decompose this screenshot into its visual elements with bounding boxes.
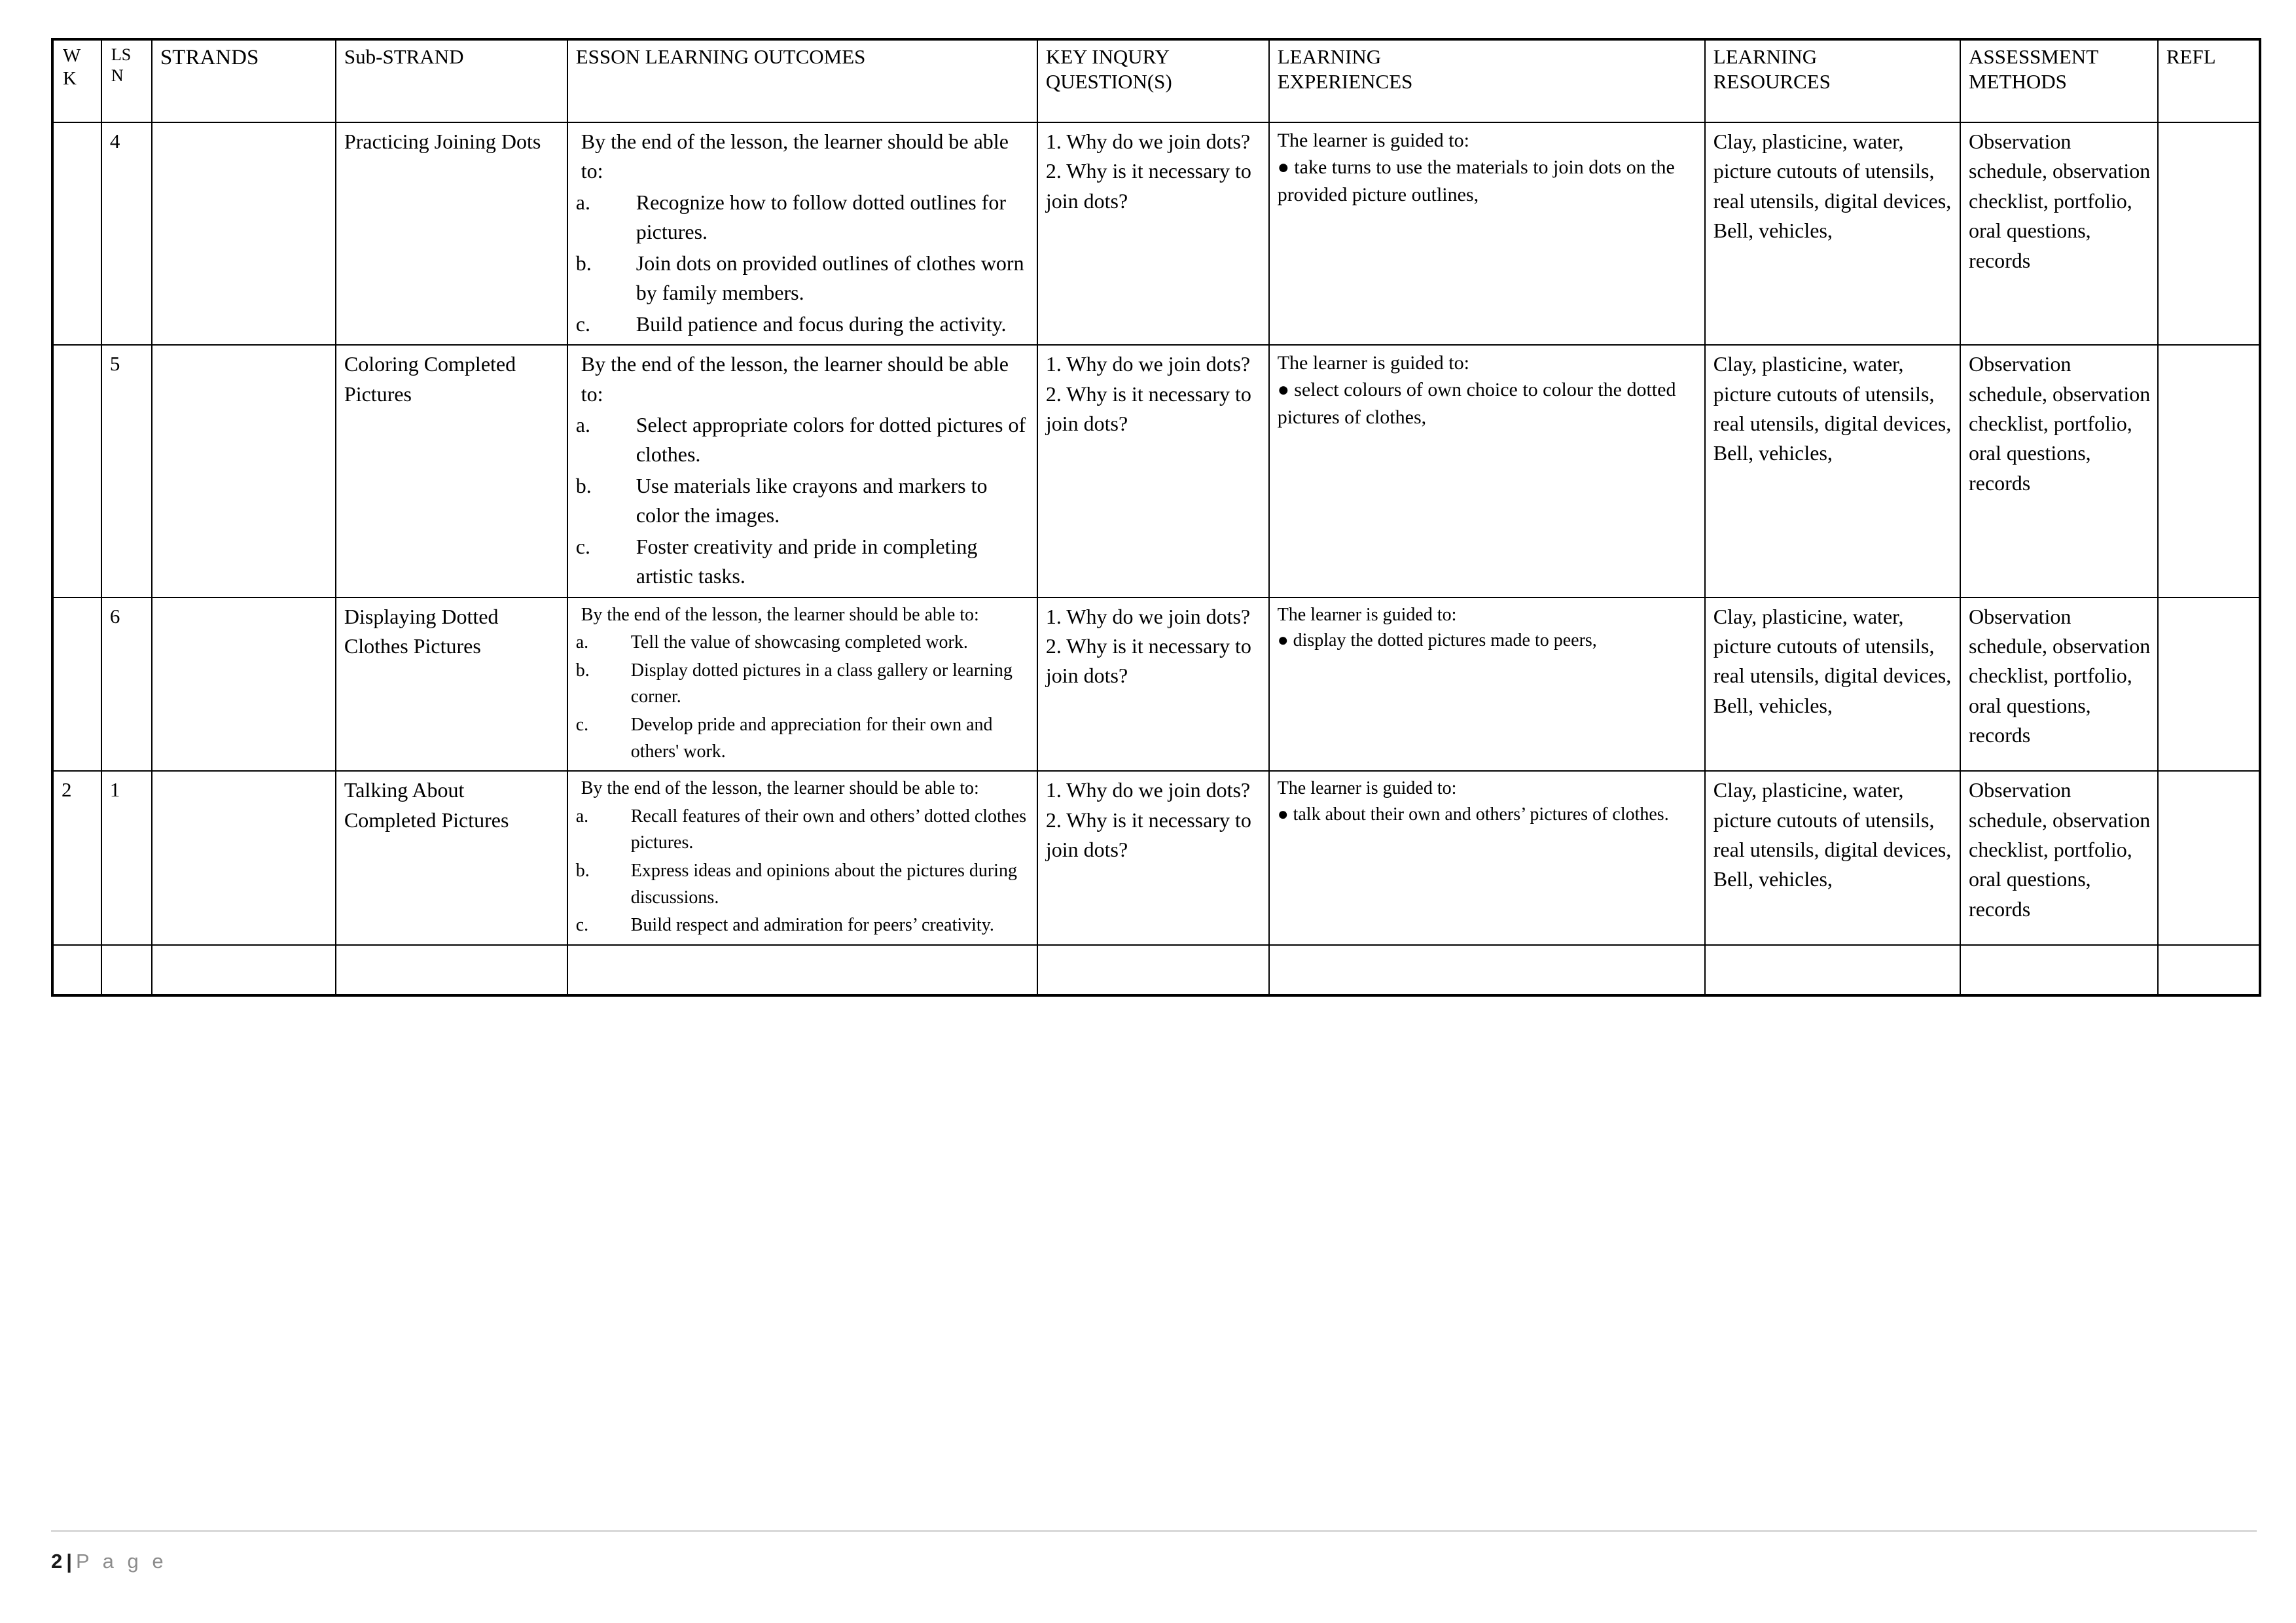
cell-week [52, 345, 101, 597]
outcome-marker: b. [575, 251, 592, 275]
table-row [52, 771, 2260, 945]
cell-strand[interactable] [152, 945, 336, 995]
cell-sub-strand[interactable] [336, 945, 567, 995]
resources-text: Clay, plasticine, water, picture cutouts of utensils, real utensils, digital devices, Bell, vehicles, [1713, 604, 1952, 717]
cell-learning-outcomes [567, 345, 1037, 597]
table-header [52, 39, 2260, 122]
outcomes-intro: By the end of the lesson, the learner should be able to: [581, 352, 1009, 406]
outcome-item [576, 912, 1030, 939]
experiences-intro: The learner is guided to: [1277, 604, 1457, 625]
experiences-bullet: ● display the dotted pictures made to peers, [1277, 630, 1597, 651]
outcome-item [576, 712, 1030, 765]
assessment-text: Observation schedule, observation checklist, portfolio, oral questions, records [1969, 130, 2151, 272]
header-res-line1: LEARNING [1713, 45, 1818, 68]
header-wk-line2: K [63, 68, 77, 90]
outcomes-intro: By the end of the lesson, the learner should be able to: [581, 778, 979, 799]
outcome-text: Develop pride and appreciation for their own and others' work. [630, 714, 993, 762]
cell-assessment-methods [1960, 597, 2158, 772]
header-asm-line1: ASSESSMENT [1969, 45, 2099, 68]
cell-strand [152, 771, 336, 945]
outcome-text: Tell the value of showcasing completed work. [630, 632, 968, 653]
cell-learning-outcomes[interactable] [567, 945, 1037, 995]
key-inquiry-question: 2. Why is it necessary to join dots? [1045, 808, 1251, 861]
table-row [52, 345, 2260, 597]
cell-lesson-number: 5 [101, 345, 152, 597]
outcome-marker: a. [575, 806, 589, 827]
key-inquiry-question: 1. Why do we join dots? [1045, 604, 1251, 628]
outcomes-list [576, 188, 1030, 339]
header-kiq-line1: KEY INQURY [1045, 45, 1170, 68]
column-header-learning-experiences [1269, 39, 1705, 122]
column-header-assessment-methods [1960, 39, 2158, 122]
cell-assessment-methods [1960, 771, 2158, 945]
column-header-key-inquiry [1037, 39, 1269, 122]
column-header-reflection: REFL [2158, 39, 2260, 122]
outcome-item [576, 658, 1030, 711]
cell-learning-experiences [1269, 771, 1705, 945]
header-kiq-line2: QUESTION(S) [1045, 69, 1172, 93]
outcomes-intro: By the end of the lesson, the learner should be able to: [581, 130, 1009, 183]
outcome-text: Foster creativity and pride in completing artistic tasks. [636, 534, 978, 588]
key-inquiry-question: 1. Why do we join dots? [1045, 130, 1251, 153]
table-row-empty [52, 945, 2260, 995]
header-res-line2: RESOURCES [1713, 69, 1831, 93]
cell-learning-resources [1705, 345, 1960, 597]
page-footer [51, 1550, 168, 1573]
assessment-text: Observation schedule, observation checklist, portfolio, oral questions, records [1969, 352, 2151, 495]
outcome-marker: c. [575, 312, 590, 336]
key-inquiry-question: 1. Why do we join dots? [1045, 778, 1251, 802]
cell-sub-strand: Talking About Completed Pictures [336, 771, 567, 945]
key-inquiry-question: 2. Why is it necessary to join dots? [1045, 382, 1251, 435]
cell-lesson-number: 4 [101, 122, 152, 345]
assessment-text: Observation schedule, observation checklist, portfolio, oral questions, records [1969, 604, 2151, 747]
cell-assessment-methods [1960, 122, 2158, 345]
outcomes-list [576, 630, 1030, 765]
scheme-of-work-table [51, 38, 2261, 997]
header-asm-line2: METHODS [1969, 69, 2067, 93]
cell-key-inquiry-questions[interactable] [1037, 945, 1269, 995]
cell-strand [152, 597, 336, 772]
cell-learning-outcomes [567, 771, 1037, 945]
header-wk-line1: W [63, 45, 81, 66]
cell-lesson-number: 6 [101, 597, 152, 772]
outcome-text: Recall features of their own and others’ dotted clothes pictures. [630, 806, 1027, 853]
outcome-text: Express ideas and opinions about the pictures during discussions. [630, 860, 1017, 908]
key-inquiry-question: 2. Why is it necessary to join dots? [1045, 159, 1251, 213]
key-inquiry-question: 2. Why is it necessary to join dots? [1045, 634, 1251, 688]
cell-sub-strand: Practicing Joining Dots [336, 122, 567, 345]
cell-week: 2 [52, 771, 101, 945]
cell-learning-outcomes [567, 122, 1037, 345]
outcome-text: Select appropriate colors for dotted pictures of clothes. [636, 412, 1026, 467]
assessment-text: Observation schedule, observation checklist, portfolio, oral questions, records [1969, 778, 2151, 921]
cell-learning-resources [1705, 597, 1960, 772]
header-lex-line1: LEARNING [1277, 45, 1382, 68]
experiences-bullet: ● talk about their own and others’ pictures of clothes. [1277, 804, 1669, 825]
cell-learning-outcomes [567, 597, 1037, 772]
cell-strand [152, 122, 336, 345]
cell-sub-strand: Coloring Completed Pictures [336, 345, 567, 597]
outcomes-list [576, 410, 1030, 592]
cell-reflection[interactable] [2158, 122, 2260, 345]
outcome-item [576, 410, 1030, 470]
outcomes-list [576, 804, 1030, 939]
outcome-marker: c. [575, 714, 589, 735]
cell-learning-experiences[interactable] [1269, 945, 1705, 995]
column-header-learning-resources [1705, 39, 1960, 122]
header-row [52, 39, 2260, 122]
outcome-item [576, 630, 1030, 656]
experiences-bullet: ● select colours of own choice to colour the dotted pictures of clothes, [1277, 379, 1676, 428]
column-header-week [52, 39, 101, 122]
footer-separator: | [66, 1550, 72, 1573]
outcome-text: Recognize how to follow dotted outlines for pictures. [636, 190, 1006, 244]
cell-learning-experiences [1269, 345, 1705, 597]
cell-assessment-methods[interactable] [1960, 945, 2158, 995]
cell-week [52, 597, 101, 772]
experiences-intro: The learner is guided to: [1277, 778, 1457, 799]
column-header-strands: STRANDS [152, 39, 336, 122]
column-header-learning-outcomes: ESSON LEARNING OUTCOMES [567, 39, 1037, 122]
table-body [52, 122, 2260, 995]
outcomes-intro: By the end of the lesson, the learner should be able to: [581, 604, 979, 625]
key-inquiry-question: 1. Why do we join dots? [1045, 352, 1251, 376]
outcome-text: Join dots on provided outlines of clothes worn by family members. [636, 251, 1024, 305]
cell-learning-experiences [1269, 597, 1705, 772]
experiences-intro: The learner is guided to: [1277, 352, 1469, 374]
outcome-marker: b. [575, 660, 590, 681]
cell-key-inquiry-questions [1037, 771, 1269, 945]
cell-week [52, 122, 101, 345]
outcome-item [576, 471, 1030, 531]
cell-lesson-number: 1 [101, 771, 152, 945]
outcome-marker: b. [575, 860, 590, 881]
experiences-bullet: ● take turns to use the materials to join dots on the provided picture outlines, [1277, 156, 1675, 205]
header-lsn-line2: N [111, 65, 124, 85]
outcome-marker: c. [575, 534, 590, 558]
resources-text: Clay, plasticine, water, picture cutouts of utensils, real utensils, digital devices, Bell, vehicles, [1713, 130, 1952, 243]
header-lsn-line1: LS [111, 45, 132, 64]
cell-sub-strand: Displaying Dotted Clothes Pictures [336, 597, 567, 772]
experiences-intro: The learner is guided to: [1277, 130, 1469, 151]
footer-page-word: P a g e [75, 1550, 168, 1573]
column-header-sub-strand: Sub-STRAND [336, 39, 567, 122]
resources-text: Clay, plasticine, water, picture cutouts of utensils, real utensils, digital devices, Bell, vehicles, [1713, 352, 1952, 465]
cell-learning-resources [1705, 122, 1960, 345]
cell-reflection[interactable] [2158, 597, 2260, 772]
footer-page-number: 2 [51, 1550, 63, 1573]
outcome-text: Display dotted pictures in a class gallery or learning corner. [630, 660, 1013, 707]
cell-lesson-number[interactable] [101, 945, 152, 995]
cell-week[interactable] [52, 945, 101, 995]
cell-learning-resources [1705, 771, 1960, 945]
outcome-marker: a. [575, 412, 590, 437]
column-header-lesson [101, 39, 152, 122]
cell-learning-resources[interactable] [1705, 945, 1960, 995]
outcome-marker: c. [575, 915, 589, 936]
outcome-item [576, 532, 1030, 592]
outcome-marker: a. [575, 190, 590, 214]
outcome-text: Build respect and admiration for peers’ creativity. [630, 915, 994, 936]
outcome-item [576, 804, 1030, 857]
cell-key-inquiry-questions [1037, 122, 1269, 345]
cell-assessment-methods [1960, 345, 2158, 597]
table-row [52, 122, 2260, 345]
resources-text: Clay, plasticine, water, picture cutouts of utensils, real utensils, digital devices, Bell, vehicles, [1713, 778, 1952, 891]
header-lex-line2: EXPERIENCES [1277, 69, 1413, 93]
cell-learning-experiences [1269, 122, 1705, 345]
cell-reflection[interactable] [2158, 771, 2260, 945]
table-row [52, 597, 2260, 772]
outcome-marker: b. [575, 473, 592, 497]
outcome-item [576, 249, 1030, 308]
cell-key-inquiry-questions [1037, 597, 1269, 772]
cell-strand [152, 345, 336, 597]
cell-reflection[interactable] [2158, 345, 2260, 597]
outcome-item [576, 188, 1030, 247]
outcome-item [576, 858, 1030, 911]
outcome-text: Build patience and focus during the activity. [636, 312, 1007, 336]
outcome-item [576, 310, 1030, 339]
cell-reflection[interactable] [2158, 945, 2260, 995]
footer-divider [51, 1530, 2257, 1532]
outcome-marker: a. [575, 632, 589, 653]
outcome-text: Use materials like crayons and markers to color the images. [636, 473, 988, 527]
cell-key-inquiry-questions [1037, 345, 1269, 597]
